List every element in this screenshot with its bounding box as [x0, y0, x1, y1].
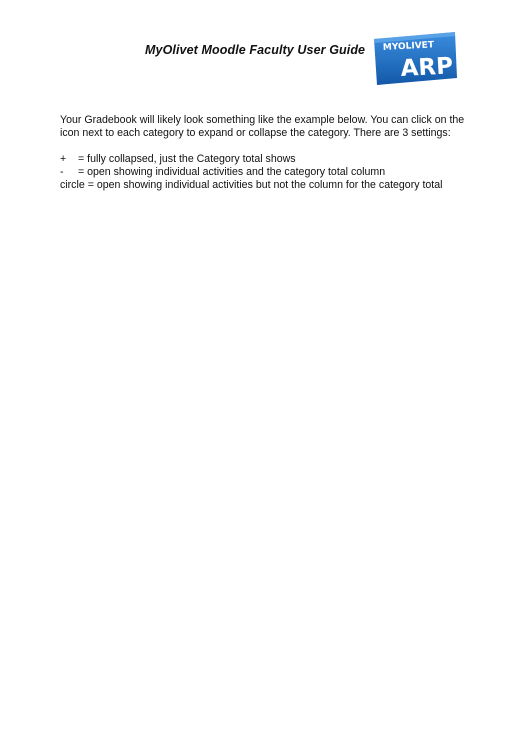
- logo-main-text: ARP: [399, 53, 454, 82]
- setting-symbol-circle: circle: [60, 179, 85, 192]
- myolivet-arp-logo: [371, 30, 459, 86]
- setting-symbol-minus: -: [60, 166, 64, 179]
- setting-description: = open showing individual activities and the category total column: [78, 166, 386, 179]
- logo-graphic: [371, 30, 459, 86]
- document-body: [60, 114, 480, 192]
- settings-list: [60, 153, 480, 192]
- setting-open-without-total: [60, 179, 480, 192]
- setting-description: = open showing individual activities but not the column for the category total: [87, 179, 443, 192]
- setting-description: = fully collapsed, just the Category total shows: [78, 153, 296, 166]
- setting-collapsed: [60, 153, 480, 166]
- page-header-title: MyOlivet Moodle Faculty User Guide: [145, 43, 366, 57]
- intro-paragraph: Your Gradebook will likely look something like the example below. You can click on the icon next to each category to expand or collapse the category. There are 3 settings:: [60, 114, 465, 140]
- logo-top-text: MYOLIVET: [382, 40, 435, 53]
- setting-open-with-total: [60, 166, 480, 179]
- setting-symbol-plus: +: [60, 153, 67, 166]
